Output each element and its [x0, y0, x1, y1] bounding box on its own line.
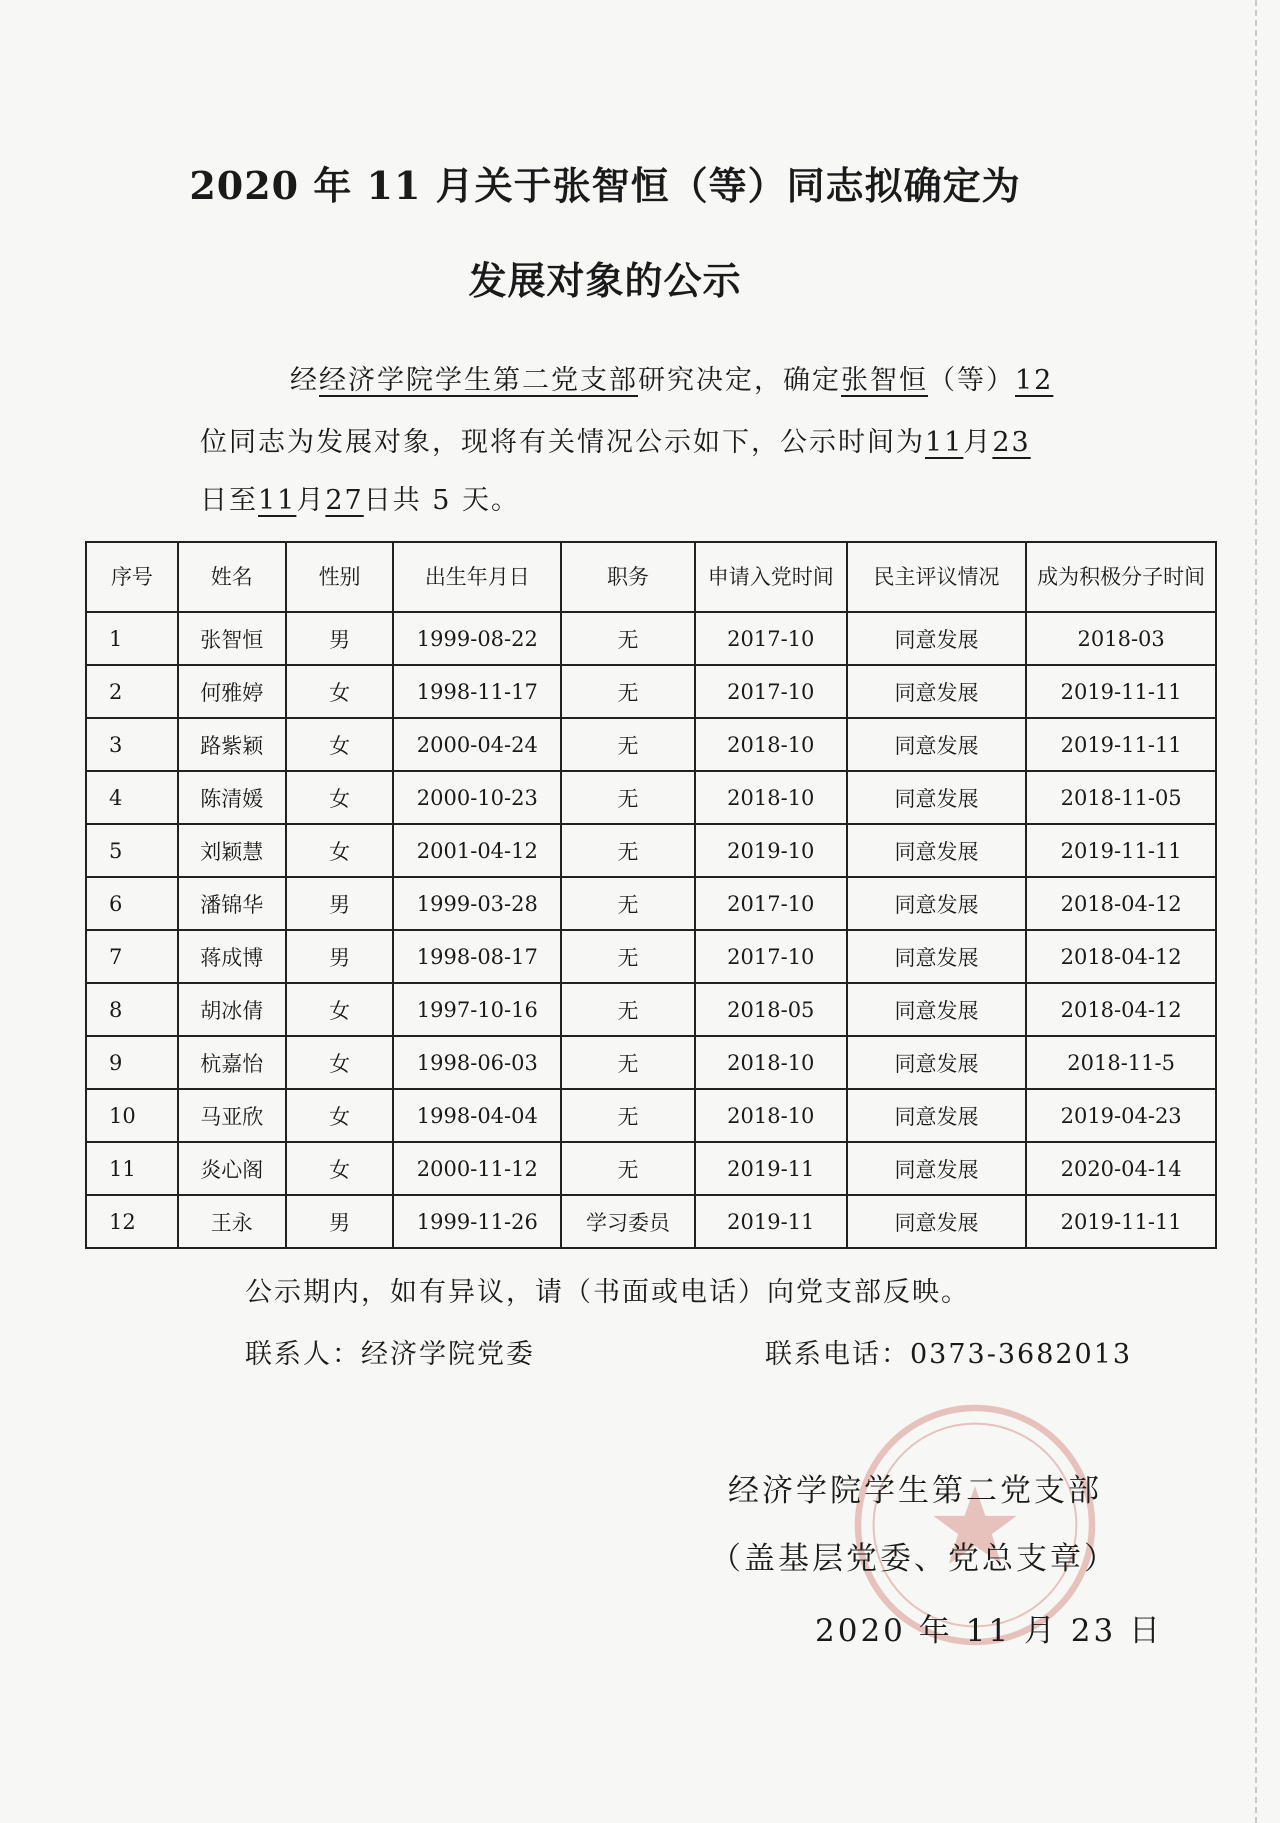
cell-position: 无 — [561, 877, 695, 930]
cell-birthdate: 1999-08-22 — [393, 612, 561, 665]
cell-position: 学习委员 — [561, 1195, 695, 1248]
header-apply-date: 申请入党时间 — [695, 542, 847, 612]
cell-position: 无 — [561, 612, 695, 665]
cell-position: 无 — [561, 665, 695, 718]
cell-gender: 女 — [286, 1036, 394, 1089]
cell-activist-date: 2019-11-11 — [1026, 718, 1216, 771]
header-review: 民主评议情况 — [847, 542, 1027, 612]
end-month: 11 — [258, 485, 297, 516]
cell-index: 8 — [86, 983, 178, 1036]
stamp-instruction: （盖基层党委、党总支章） — [710, 1541, 1118, 1577]
cell-review: 同意发展 — [847, 718, 1027, 771]
start-month: 11 — [925, 427, 964, 458]
table-row — [86, 983, 1216, 1036]
cell-index: 9 — [86, 1036, 178, 1089]
cell-index: 4 — [86, 771, 178, 824]
cell-gender: 女 — [286, 983, 394, 1036]
cell-apply-date: 2017-10 — [695, 665, 847, 718]
cell-birthdate: 2001-04-12 — [393, 824, 561, 877]
table-row — [86, 665, 1216, 718]
cell-activist-date: 2019-11-11 — [1026, 1195, 1216, 1248]
cell-gender: 男 — [286, 612, 394, 665]
cell-review: 同意发展 — [847, 1142, 1027, 1195]
cell-review: 同意发展 — [847, 877, 1027, 930]
cell-index: 11 — [86, 1142, 178, 1195]
table-row — [86, 824, 1216, 877]
cell-birthdate: 1998-06-03 — [393, 1036, 561, 1089]
candidate-table — [85, 541, 1217, 1249]
header-gender: 性别 — [286, 542, 394, 612]
cell-position: 无 — [561, 930, 695, 983]
cell-review: 同意发展 — [847, 612, 1027, 665]
cell-name: 蒋成博 — [178, 930, 286, 983]
cell-apply-date: 2019-11 — [695, 1142, 847, 1195]
cell-gender: 女 — [286, 718, 394, 771]
cell-name: 陈清媛 — [178, 771, 286, 824]
cell-birthdate: 2000-11-12 — [393, 1142, 561, 1195]
table-row — [86, 771, 1216, 824]
document-title-line2: 发展对象的公示 — [468, 258, 742, 303]
table-header-row — [86, 542, 1216, 612]
cell-gender: 男 — [286, 1195, 394, 1248]
cell-index: 7 — [86, 930, 178, 983]
cell-name: 张智恒 — [178, 612, 286, 665]
intro-line-3: 日至11月27日共 5 天。 — [200, 485, 521, 516]
cell-apply-date: 2017-10 — [695, 930, 847, 983]
cell-activist-date: 2019-11-11 — [1026, 665, 1216, 718]
cell-activist-date: 2018-11-5 — [1026, 1036, 1216, 1089]
document-title-line1: 2020 年 11 月关于张智恒（等）同志拟确定为 — [189, 163, 1021, 208]
cell-review: 同意发展 — [847, 771, 1027, 824]
table-row — [86, 612, 1216, 665]
cell-activist-date: 2019-04-23 — [1026, 1089, 1216, 1142]
header-index: 序号 — [86, 542, 178, 612]
cell-name: 何雅婷 — [178, 665, 286, 718]
cell-activist-date: 2020-04-14 — [1026, 1142, 1216, 1195]
contact-phone: 联系电话：0373-3682013 — [765, 1339, 1133, 1370]
cell-apply-date: 2018-10 — [695, 771, 847, 824]
cell-position: 无 — [561, 824, 695, 877]
cell-activist-date: 2018-04-12 — [1026, 877, 1216, 930]
cell-index: 6 — [86, 877, 178, 930]
cell-apply-date: 2019-10 — [695, 824, 847, 877]
cell-name: 杭嘉怡 — [178, 1036, 286, 1089]
cell-gender: 女 — [286, 1142, 394, 1195]
lead-name: 张智恒 — [841, 365, 928, 396]
cell-index: 10 — [86, 1089, 178, 1142]
cell-name: 潘锦华 — [178, 877, 286, 930]
cell-gender: 女 — [286, 824, 394, 877]
cell-activist-date: 2018-04-12 — [1026, 930, 1216, 983]
cell-apply-date: 2018-10 — [695, 1089, 847, 1142]
cell-birthdate: 1998-04-04 — [393, 1089, 561, 1142]
cell-gender: 女 — [286, 1089, 394, 1142]
cell-review: 同意发展 — [847, 983, 1027, 1036]
cell-name: 王永 — [178, 1195, 286, 1248]
cell-name: 炎心阁 — [178, 1142, 286, 1195]
cell-apply-date: 2018-10 — [695, 718, 847, 771]
signing-organization: 经济学院学生第二党支部 — [728, 1473, 1102, 1509]
header-activist-date: 成为积极分子时间 — [1026, 542, 1216, 612]
cell-review: 同意发展 — [847, 1089, 1027, 1142]
cell-name: 路紫颖 — [178, 718, 286, 771]
cell-position: 无 — [561, 771, 695, 824]
contact-person: 联系人：经济学院党委 — [245, 1339, 535, 1370]
cell-activist-date: 2018-04-12 — [1026, 983, 1216, 1036]
cell-apply-date: 2017-10 — [695, 612, 847, 665]
end-day: 27 — [325, 485, 364, 516]
cell-index: 3 — [86, 718, 178, 771]
branch-name: 经济学院学生第二党支部 — [319, 365, 638, 396]
cell-gender: 男 — [286, 877, 394, 930]
cell-activist-date: 2018-03 — [1026, 612, 1216, 665]
cell-birthdate: 1998-08-17 — [393, 930, 561, 983]
cell-index: 5 — [86, 824, 178, 877]
cell-review: 同意发展 — [847, 665, 1027, 718]
cell-birthdate: 2000-04-24 — [393, 718, 561, 771]
cell-index: 12 — [86, 1195, 178, 1248]
intro-line-1: 经经济学院学生第二党支部研究决定，确定张智恒（等）12 — [290, 365, 1054, 396]
table-row — [86, 1142, 1216, 1195]
cell-name: 刘颖慧 — [178, 824, 286, 877]
cell-birthdate: 2000-10-23 — [393, 771, 561, 824]
table-row — [86, 930, 1216, 983]
table-row — [86, 1089, 1216, 1142]
cell-birthdate: 1998-11-17 — [393, 665, 561, 718]
cell-birthdate: 1997-10-16 — [393, 983, 561, 1036]
cell-position: 无 — [561, 1142, 695, 1195]
header-birthdate: 出生年月日 — [393, 542, 561, 612]
cell-index: 2 — [86, 665, 178, 718]
cell-name: 胡冰倩 — [178, 983, 286, 1036]
intro-line-2: 位同志为发展对象，现将有关情况公示如下，公示时间为11月23 — [200, 427, 1031, 458]
cell-apply-date: 2019-11 — [695, 1195, 847, 1248]
cell-gender: 男 — [286, 930, 394, 983]
cell-activist-date: 2018-11-05 — [1026, 771, 1216, 824]
cell-position: 无 — [561, 983, 695, 1036]
cell-position: 无 — [561, 1036, 695, 1089]
cell-apply-date: 2018-10 — [695, 1036, 847, 1089]
cell-name: 马亚欣 — [178, 1089, 286, 1142]
signing-date: 2020 年 11 月 23 日 — [815, 1613, 1164, 1649]
cell-apply-date: 2017-10 — [695, 877, 847, 930]
header-position: 职务 — [561, 542, 695, 612]
cell-index: 1 — [86, 612, 178, 665]
cell-review: 同意发展 — [847, 824, 1027, 877]
cell-birthdate: 1999-11-26 — [393, 1195, 561, 1248]
cell-position: 无 — [561, 718, 695, 771]
cell-birthdate: 1999-03-28 — [393, 877, 561, 930]
start-day: 23 — [992, 427, 1031, 458]
scan-edge-line — [1255, 0, 1258, 1823]
cell-position: 无 — [561, 1089, 695, 1142]
table-row — [86, 877, 1216, 930]
cell-review: 同意发展 — [847, 930, 1027, 983]
table-row — [86, 1195, 1216, 1248]
cell-review: 同意发展 — [847, 1195, 1027, 1248]
cell-review: 同意发展 — [847, 1036, 1027, 1089]
header-name: 姓名 — [178, 542, 286, 612]
cell-activist-date: 2019-11-11 — [1026, 824, 1216, 877]
table-row — [86, 718, 1216, 771]
cell-gender: 女 — [286, 771, 394, 824]
table-row — [86, 1036, 1216, 1089]
cell-apply-date: 2018-05 — [695, 983, 847, 1036]
cell-gender: 女 — [286, 665, 394, 718]
objection-note: 公示期内，如有异议，请（书面或电话）向党支部反映。 — [245, 1277, 970, 1308]
person-count: 12 — [1015, 365, 1054, 396]
